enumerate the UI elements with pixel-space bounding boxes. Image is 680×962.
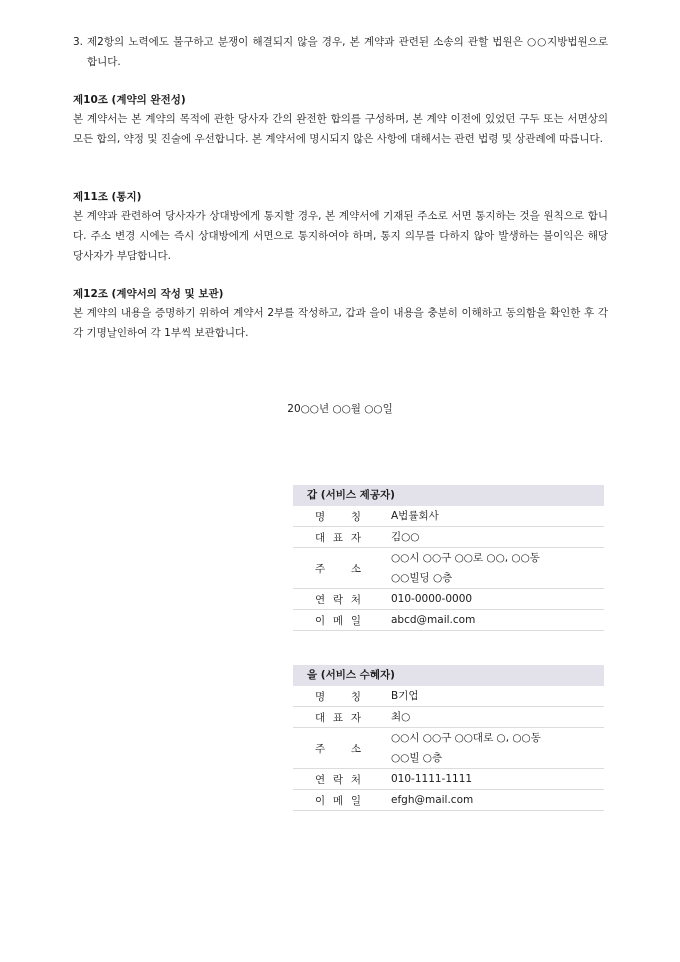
party-b-address-row — [293, 728, 604, 769]
contact-label: 연 락 처 — [315, 593, 361, 606]
party-a-name-row — [293, 506, 604, 527]
address-label: 주 소 — [315, 742, 361, 755]
party-b-email: efgh@mail.com — [391, 794, 474, 806]
party-a-rep-row — [293, 527, 604, 548]
contact-label: 연 락 처 — [315, 773, 361, 786]
email-label: 이 메 일 — [315, 794, 361, 807]
party-a-contact-row — [293, 589, 604, 610]
rep-label: 대 표 자 — [315, 711, 361, 724]
party-a-email: abcd@mail.com — [391, 614, 476, 626]
name-label: 명 칭 — [315, 690, 361, 703]
article-11-body: 본 계약과 관련하여 당사자가 상대방에게 통지할 경우, 본 계약서에 기재된 주소로 서면 통지하는 것을 원칙으로 합니다. 주소 변경 시에는 즉시 상대방에게 서면으로 통지하여야 하며, 통지 의무를 다하지 않아 발생하는 불이익은 해당 당사자가 부담합니다. — [73, 210, 608, 262]
clause-3 — [73, 32, 608, 72]
party-a-contact: 010-0000-0000 — [391, 593, 473, 605]
article-10-heading: 제10조 (계약의 완전성) — [73, 94, 186, 106]
party-a-address-row — [293, 548, 604, 589]
party-a-email-row — [293, 610, 604, 631]
party-a-title: 갑 (서비스 제공자) — [293, 485, 604, 506]
party-a-rep: 김○○ — [391, 531, 420, 543]
party-b-email-row — [293, 790, 604, 811]
party-b-title: 을 (서비스 수혜자) — [293, 665, 604, 686]
article-12-body: 본 계약의 내용을 증명하기 위하여 계약서 2부를 작성하고, 갑과 을이 내용을 충분히 이해하고 동의함을 확인한 후 각각 기명날인하여 각 1부씩 보관합니다. — [73, 307, 608, 339]
party-a-address-line1: ○○시 ○○구 ○○로 ○○, ○○동 — [391, 552, 540, 564]
email-label: 이 메 일 — [315, 614, 361, 627]
party-b-rep-row — [293, 707, 604, 728]
party-b-address-line1: ○○시 ○○구 ○○대로 ○, ○○동 — [391, 732, 541, 744]
party-b-name-row — [293, 686, 604, 707]
clause-3-number: 3. — [73, 36, 84, 48]
party-b-contact-row — [293, 769, 604, 790]
party-a-name: A법률회사 — [391, 510, 439, 522]
party-a-address-line2: ○○빌딩 ○층 — [391, 572, 453, 584]
clause-3-text: 제2항의 노력에도 불구하고 분쟁이 해결되지 않을 경우, 본 계약과 관련된 소송의 관할 법원은 ○○지방법원으로 합니다. — [87, 36, 608, 68]
party-a-table — [293, 485, 604, 631]
article-12-heading: 제12조 (계약서의 작성 및 보관) — [73, 288, 224, 300]
party-b-contact: 010-1111-1111 — [391, 773, 473, 785]
rep-label: 대 표 자 — [315, 531, 361, 544]
party-b-table — [293, 665, 604, 811]
party-b-address-line2: ○○빌 ○층 — [391, 752, 443, 764]
address-label: 주 소 — [315, 562, 361, 575]
article-11-heading: 제11조 (통지) — [73, 191, 142, 203]
party-b-name: B기업 — [391, 690, 419, 702]
party-b-rep: 최○ — [391, 711, 411, 723]
name-label: 명 칭 — [315, 510, 361, 523]
contract-date: 20○○년 ○○월 ○○일 — [287, 403, 393, 415]
article-10-body: 본 계약서는 본 계약의 목적에 관한 당사자 간의 완전한 합의를 구성하며, 본 계약 이전에 있었던 구두 또는 서면상의 모든 합의, 약정 및 진술에 우선합니다. 본 계약서에 명시되지 않은 사항에 대해서는 관련 법령 및 상관례에 따릅니다. — [73, 113, 608, 145]
